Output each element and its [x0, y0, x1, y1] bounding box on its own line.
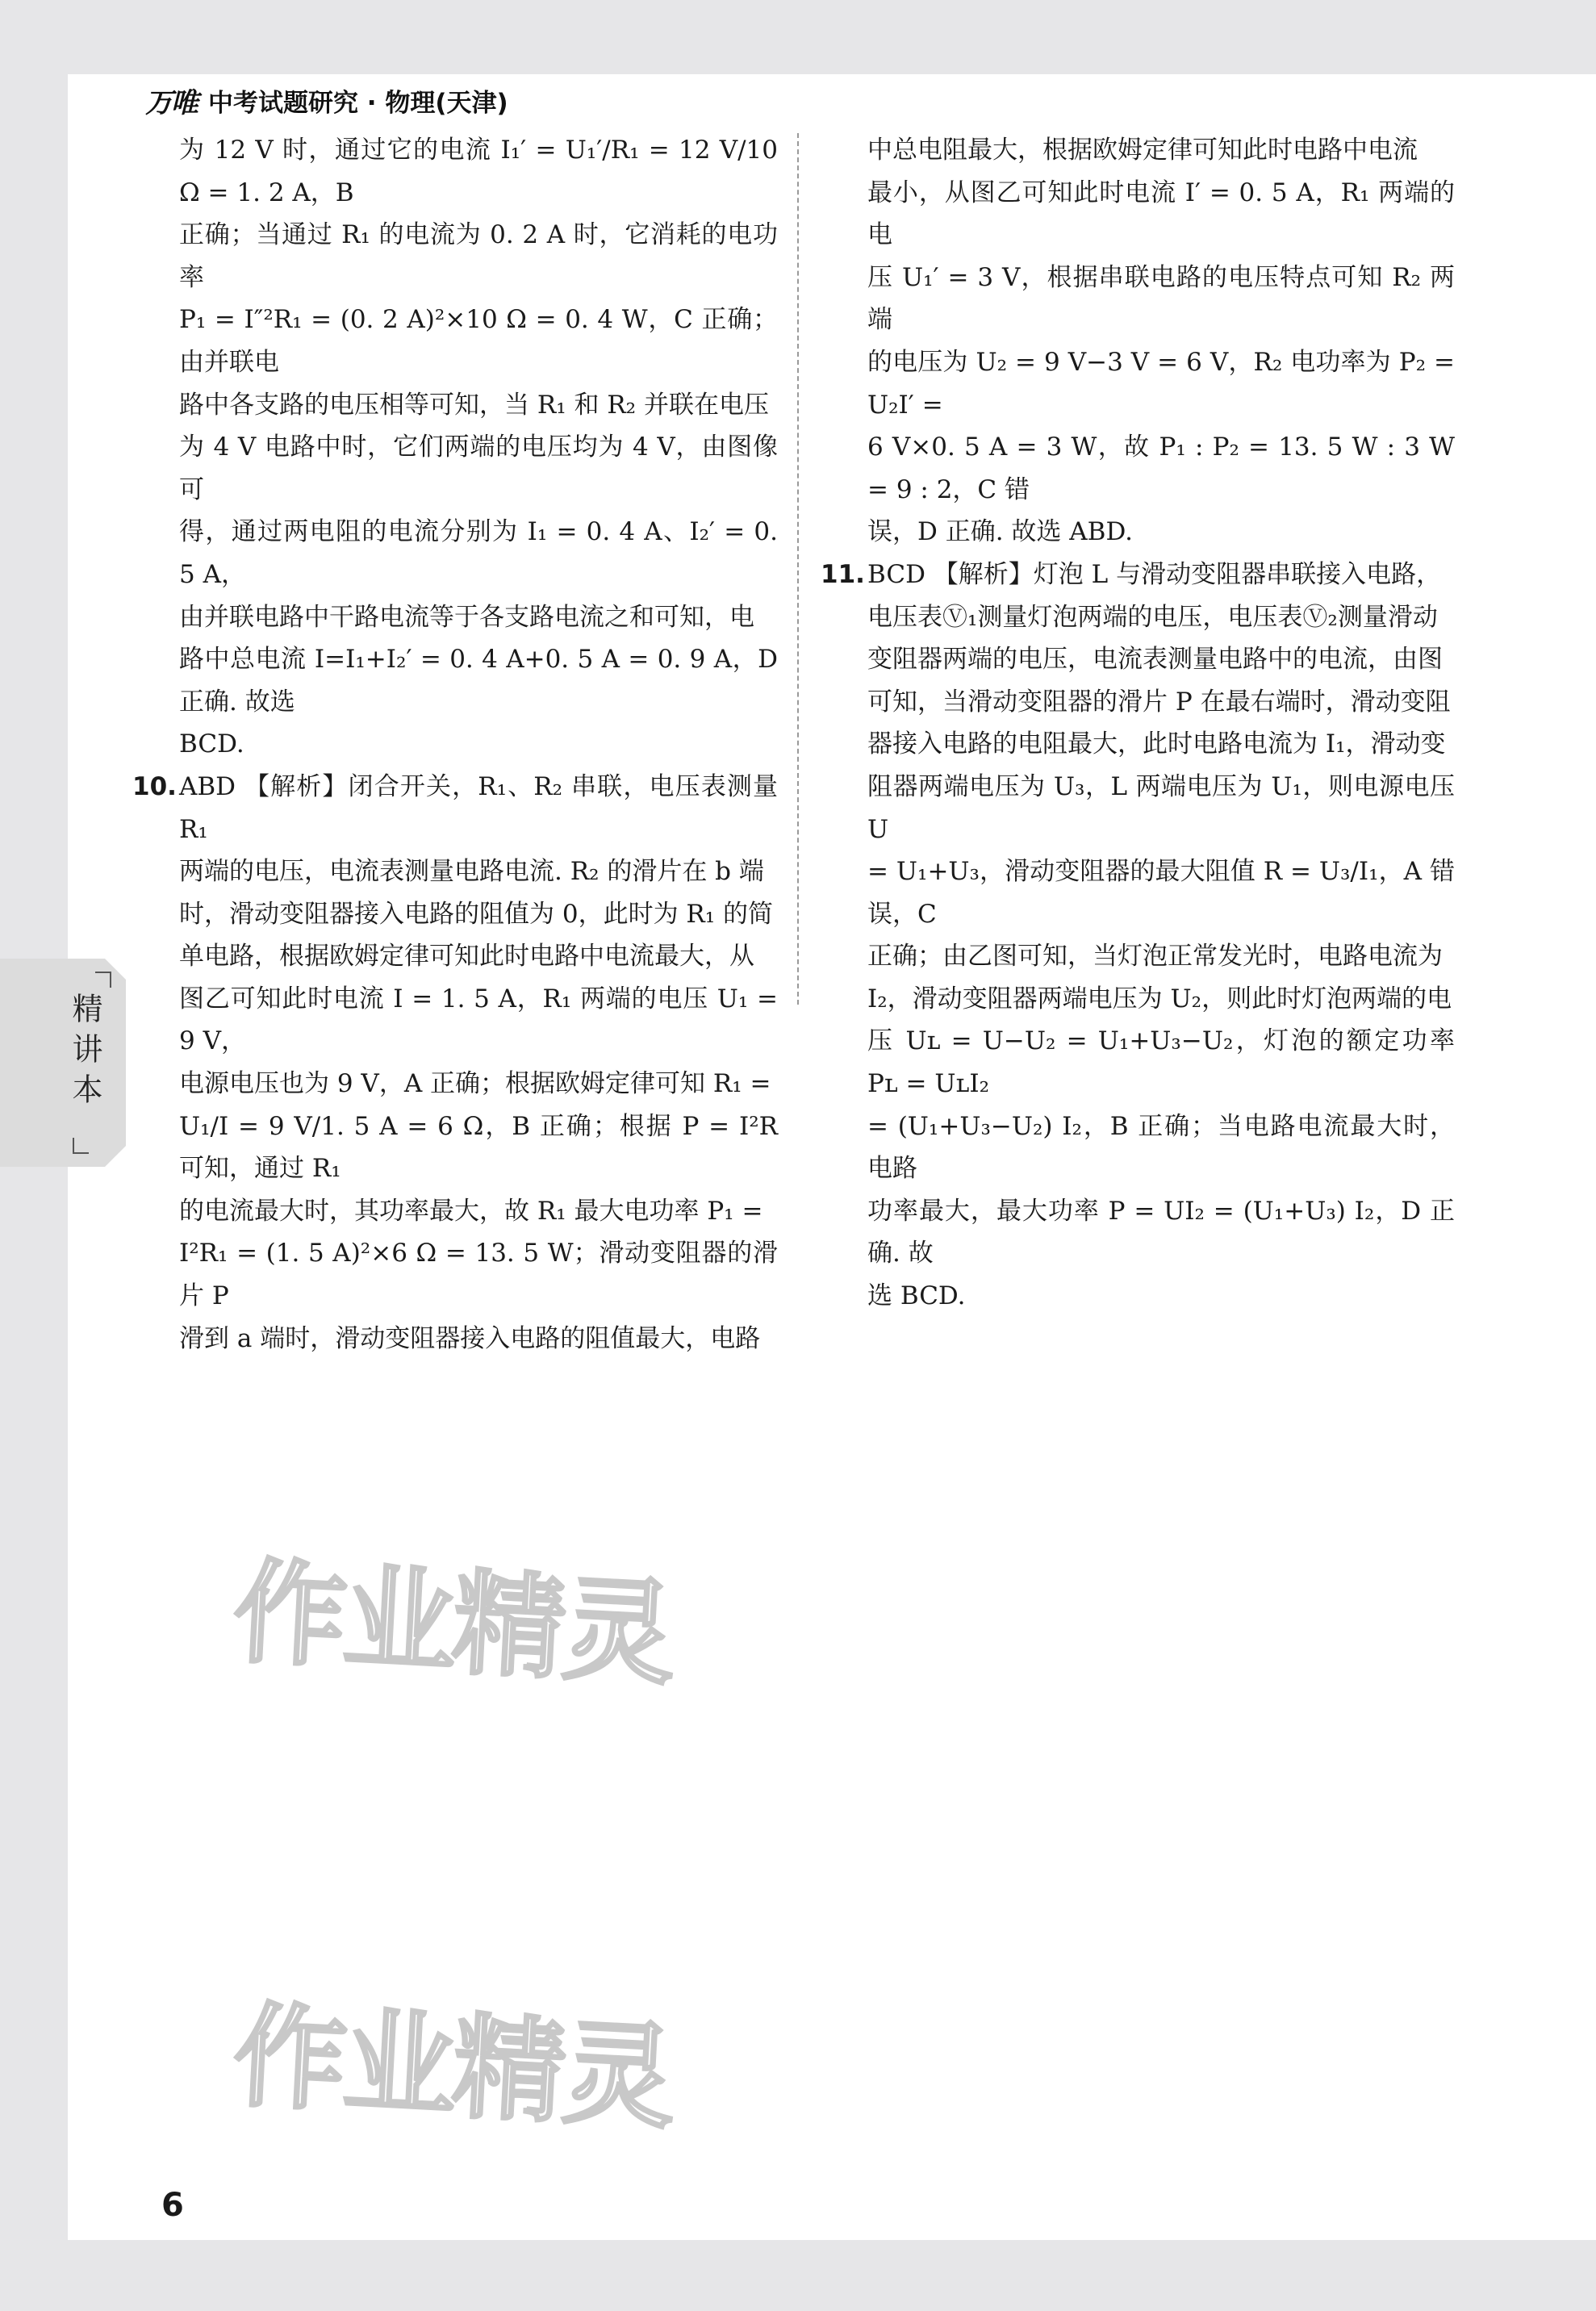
text-line: 正确；当通过 R₁ 的电流为 0. 2 A 时，它消耗的电功率: [179, 220, 778, 292]
text-line: 阻器两端电压为 U₃，L 两端电压为 U₁，则电源电压 U: [867, 771, 1455, 844]
text-line: 的电压为 U₂ = 9 V−3 V = 6 V，R₂ 电功率为 P₂ = U₂I′ =: [867, 347, 1455, 420]
text-line: 误，D 正确. 故选 ABD.: [867, 517, 1134, 547]
text-line: 为 4 V 电路中时，它们两端的电压均为 4 V，由图像可: [179, 433, 778, 504]
column-divider: [797, 133, 799, 1005]
text-line: 滑到 a 端时，滑动变阻器接入电路的阻值最大，电路: [179, 1323, 761, 1353]
item-number: 10.: [132, 771, 177, 801]
text-line: 图乙可知此时电流 I = 1. 5 A，R₁ 两端的电压 U₁ = 9 V，: [179, 984, 778, 1056]
text-line: 最小，从图乙可知此时电流 I′ = 0. 5 A，R₁ 两端的电: [867, 178, 1455, 250]
text-line: 正确；由乙图可知，当灯泡正常发光时，电路电流为: [867, 942, 1443, 972]
item-number: 11.: [821, 559, 865, 589]
text-line: 由并联电路中干路电流等于各支路电流之和可知，电: [179, 602, 754, 632]
text-line: I₂，滑动变阻器两端电压为 U₂，则此时灯泡两端的电: [867, 984, 1452, 1013]
page-number: 6: [161, 2187, 184, 2224]
book-title: 中考试题研究 · 物理(天津): [208, 89, 508, 118]
text-line: 6 V×0. 5 A = 3 W，故 P₁ : P₂ = 13. 5 W : 3 W = 9 : 2，C 错: [867, 433, 1455, 504]
answer-item-11: [821, 554, 1455, 1318]
text-line: P₁ = I″²R₁ = (0. 2 A)²×10 Ω = 0. 4 W，C 正确；由并联电: [179, 305, 778, 377]
text-line: 为 12 V 时，通过它的电流 I₁′ = U₁′/R₁ = 12 V/10 Ω = 1. 2 A，B: [179, 136, 778, 207]
side-tab-label: 精讲本: [67, 993, 102, 1114]
text-line: 变阻器两端的电压，电流表测量电路中的电流，由图: [867, 645, 1443, 675]
text-line: 单电路，根据欧姆定律可知此时电路中电流最大，从: [179, 942, 754, 972]
bracket-corner-icon: [73, 1138, 89, 1154]
text-line: = (U₁+U₃−U₂) I₂，B 正确；当电路电流最大时，电路: [867, 1111, 1455, 1184]
right-column: [821, 129, 1455, 1318]
text-line: BCD.: [179, 729, 244, 759]
running-header: [145, 81, 508, 120]
text-line: ABD 【解析】闭合开关，R₁、R₂ 串联，电压表测量 R₁: [179, 771, 778, 844]
answer-item-10: [132, 766, 778, 1360]
text-line: 的电流最大时，其功率最大，故 R₁ 最大电功率 P₁ =: [179, 1196, 763, 1226]
text-line: U₁/I = 9 V/1. 5 A = 6 Ω，B 正确；根据 P = I²R 可知，通过 R₁: [179, 1111, 778, 1184]
text-line: 可知，当滑动变阻器的滑片 P 在最右端时，滑动变阻: [867, 687, 1451, 717]
text-line: BCD 【解析】灯泡 L 与滑动变阻器串联接入电路，: [867, 559, 1442, 589]
answer-item-10-continued: [867, 129, 1455, 554]
text-line: = U₁+U₃，滑动变阻器的最大阻值 R = U₃/I₁，A 错误，C: [867, 857, 1455, 929]
text-line: I²R₁ = (1. 5 A)²×6 Ω = 13. 5 W；滑动变阻器的滑片 P: [179, 1239, 778, 1311]
text-line: 中总电阻最大，根据欧姆定律可知此时电路中电流: [867, 136, 1418, 165]
text-line: 时，滑动变阻器接入电路的阻值为 0，此时为 R₁ 的简: [179, 899, 774, 929]
text-line: 电源电压也为 9 V，A 正确；根据欧姆定律可知 R₁ =: [179, 1069, 771, 1099]
text-line: 功率最大，最大功率 P = UI₂ = (U₁+U₃) I₂，D 正确. 故: [867, 1196, 1455, 1268]
brand-logo: 万唯: [145, 87, 197, 119]
text-line: 两端的电压，电流表测量电路电流. R₂ 的滑片在 b 端: [179, 857, 764, 887]
text-line: 压 U₁′ = 3 V，根据串联电路的电压特点可知 R₂ 两端: [867, 262, 1455, 335]
continuation-block: [179, 129, 778, 766]
watermark: 作业精灵: [230, 1990, 676, 2146]
text-line: 压 Uʟ = U−U₂ = U₁+U₃−U₂，灯泡的额定功率 Pʟ = UʟI₂: [867, 1026, 1455, 1099]
left-column: [132, 129, 778, 1360]
text-line: 得，通过两电阻的电流分别为 I₁ = 0. 4 A、I₂′ = 0. 5 A，: [179, 517, 778, 589]
text-line: 器接入电路的电阻最大，此时电路电流为 I₁，滑动变: [867, 729, 1446, 759]
watermark: 作业精灵: [230, 1546, 676, 1702]
text-line: 路中总电流 I=I₁+I₂′ = 0. 4 A+0. 5 A = 0. 9 A，D 正确. 故选: [179, 645, 778, 717]
text-line: 选 BCD.: [867, 1281, 966, 1311]
text-line: 路中各支路的电压相等可知，当 R₁ 和 R₂ 并联在电压: [179, 390, 769, 420]
bracket-corner-icon: [95, 972, 111, 988]
text-line: 电压表Ⓥ₁测量灯泡两端的电压，电压表Ⓥ₂测量滑动: [867, 602, 1438, 632]
